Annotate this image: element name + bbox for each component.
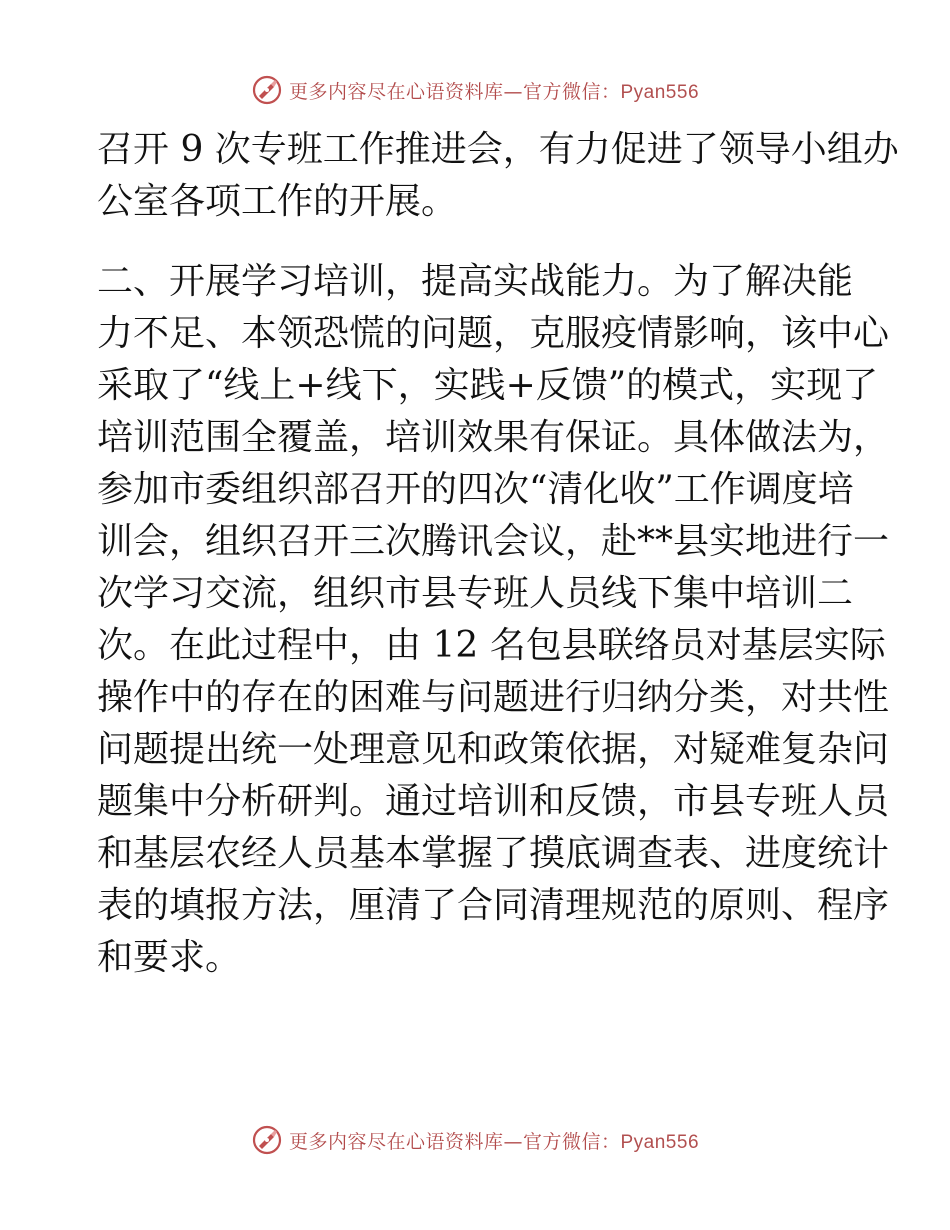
- text-line: 表的填报方法，厘清了合同清理规范的原则、程序: [97, 885, 890, 926]
- text-line: 次。在此过程中，由 12 名包县联络员对基层实际: [97, 625, 886, 666]
- text-line: 二、开展学习培训，提高实战能力。为了解决能: [97, 261, 854, 302]
- footer-banner: [0, 1122, 950, 1158]
- text-line: 召开 9 次专班工作推进会，有力促进了领导小组办: [97, 129, 899, 170]
- text-line: 训会，组织召开三次腾讯会议，赴**县实地进行一: [97, 521, 890, 562]
- paragraph-2: [97, 256, 890, 984]
- text-line: 操作中的存在的困难与问题进行归纳分类，对共性: [97, 677, 890, 718]
- text-line: 和要求。: [97, 937, 242, 978]
- pen-logo-icon: [251, 74, 283, 106]
- banner-wechat-id: Pyan556: [620, 1131, 700, 1153]
- text-line: 公室各项工作的开展。: [97, 181, 458, 222]
- text-line: 培训范围全覆盖，培训效果有保证。具体做法为，: [97, 417, 890, 458]
- pen-logo-icon: [251, 1124, 283, 1156]
- header-banner: [0, 72, 950, 108]
- text-line: 题集中分析研判。通过培训和反馈，市县专班人员: [97, 781, 890, 822]
- banner-wechat-id: Pyan556: [620, 81, 700, 103]
- banner-text: [289, 1127, 699, 1154]
- text-line: 参加市委组织部召开的四次“清化收”工作调度培: [97, 469, 854, 510]
- banner-slogan: 更多内容尽在心语资料库—官方微信：: [288, 80, 621, 103]
- document-body: [97, 124, 899, 984]
- text-line: 问题提出统一处理意见和政策依据，对疑难复杂问: [97, 729, 890, 770]
- text-line: 采取了“线上+线下，实践+反馈”的模式，实现了: [97, 365, 879, 406]
- banner-text: [289, 77, 699, 104]
- text-line: 和基层农经人员基本掌握了摸底调查表、进度统计: [97, 833, 890, 874]
- text-line: 力不足、本领恐慌的问题，克服疫情影响，该中心: [97, 313, 890, 354]
- paragraph-1: [97, 124, 899, 228]
- banner-slogan: 更多内容尽在心语资料库—官方微信：: [288, 1130, 621, 1153]
- text-line: 次学习交流，组织市县专班人员线下集中培训二: [97, 573, 854, 614]
